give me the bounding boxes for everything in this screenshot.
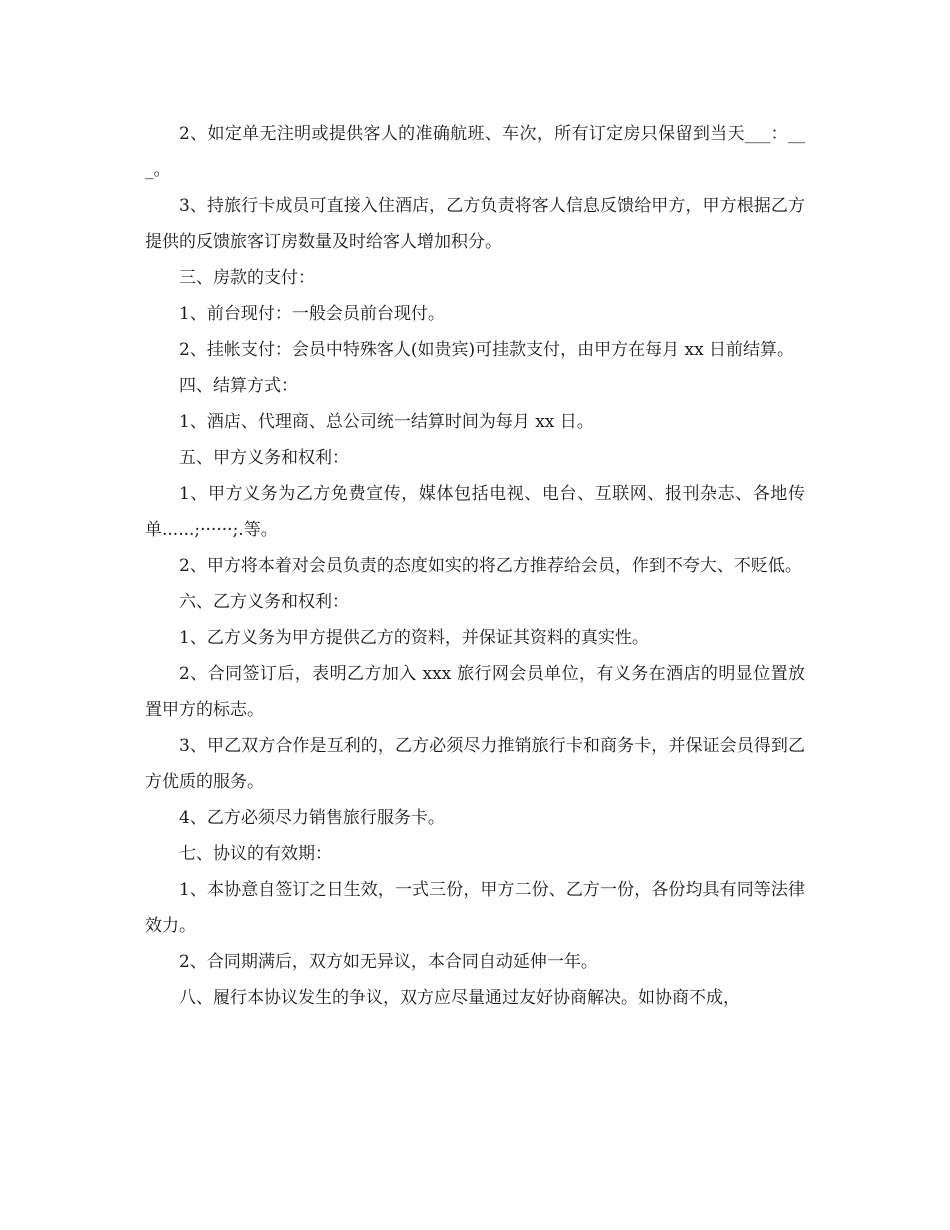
section-heading: 三、房款的支付：: [179, 268, 315, 288]
paragraph: 2、甲方将本着对会员负责的态度如实的将乙方推荐给会员，作到不夸大、不贬低。: [179, 556, 802, 576]
paragraph: 1、前台现付：一般会员前台现付。: [179, 304, 445, 324]
paragraph: 4、乙方必须尽力销售旅行服务卡。: [179, 808, 445, 828]
document-body: [145, 116, 805, 1016]
paragraph: 1、本协意自签订之日生效，一式三份，甲方二份、乙方一份，各份均具有同等法律效力。: [145, 880, 805, 936]
paragraph: 1、乙方义务为甲方提供乙方的资料，并保证其资料的真实性。: [179, 628, 649, 648]
paragraph: 2、合同签订后，表明乙方加入 xxx 旅行网会员单位，有义务在酒店的明显位置放置甲方的标志。: [145, 664, 805, 720]
paragraph: 2、挂帐支付：会员中特殊客人(如贵宾)可挂款支付，由甲方在每月 xx 日前结算。: [179, 340, 795, 360]
section-heading: 六、乙方义务和权利：: [179, 592, 349, 612]
paragraph: 1、甲方义务为乙方免费宣传，媒体包括电视、电台、互联网、报刊杂志、各地传单......;······;.等。: [145, 484, 805, 540]
section-heading: 五、甲方义务和权利：: [179, 448, 349, 468]
paragraph: 1、酒店、代理商、总公司统一结算时间为每月 xx 日。: [179, 412, 594, 432]
paragraph: 3、甲乙双方合作是互利的，乙方必须尽力推销旅行卡和商务卡，并保证会员得到乙方优质的服务。: [145, 736, 805, 792]
paragraph: 3、持旅行卡成员可直接入住酒店，乙方负责将客人信息反馈给甲方，甲方根据乙方提供的反馈旅客订房数量及时给客人增加积分。: [145, 196, 805, 252]
section-heading: 八、履行本协议发生的争议，双方应尽量通过友好协商解决。如协商不成，: [179, 988, 740, 1008]
paragraph: 2、合同期满后，双方如无异议，本合同自动延伸一年。: [179, 952, 598, 972]
section-heading: 四、结算方式：: [179, 376, 298, 396]
section-heading: 七、协议的有效期：: [179, 844, 332, 864]
paragraph: 2、如定单无注明或提供客人的准确航班、车次，所有订定房只保留到当天___：___。: [145, 124, 805, 180]
